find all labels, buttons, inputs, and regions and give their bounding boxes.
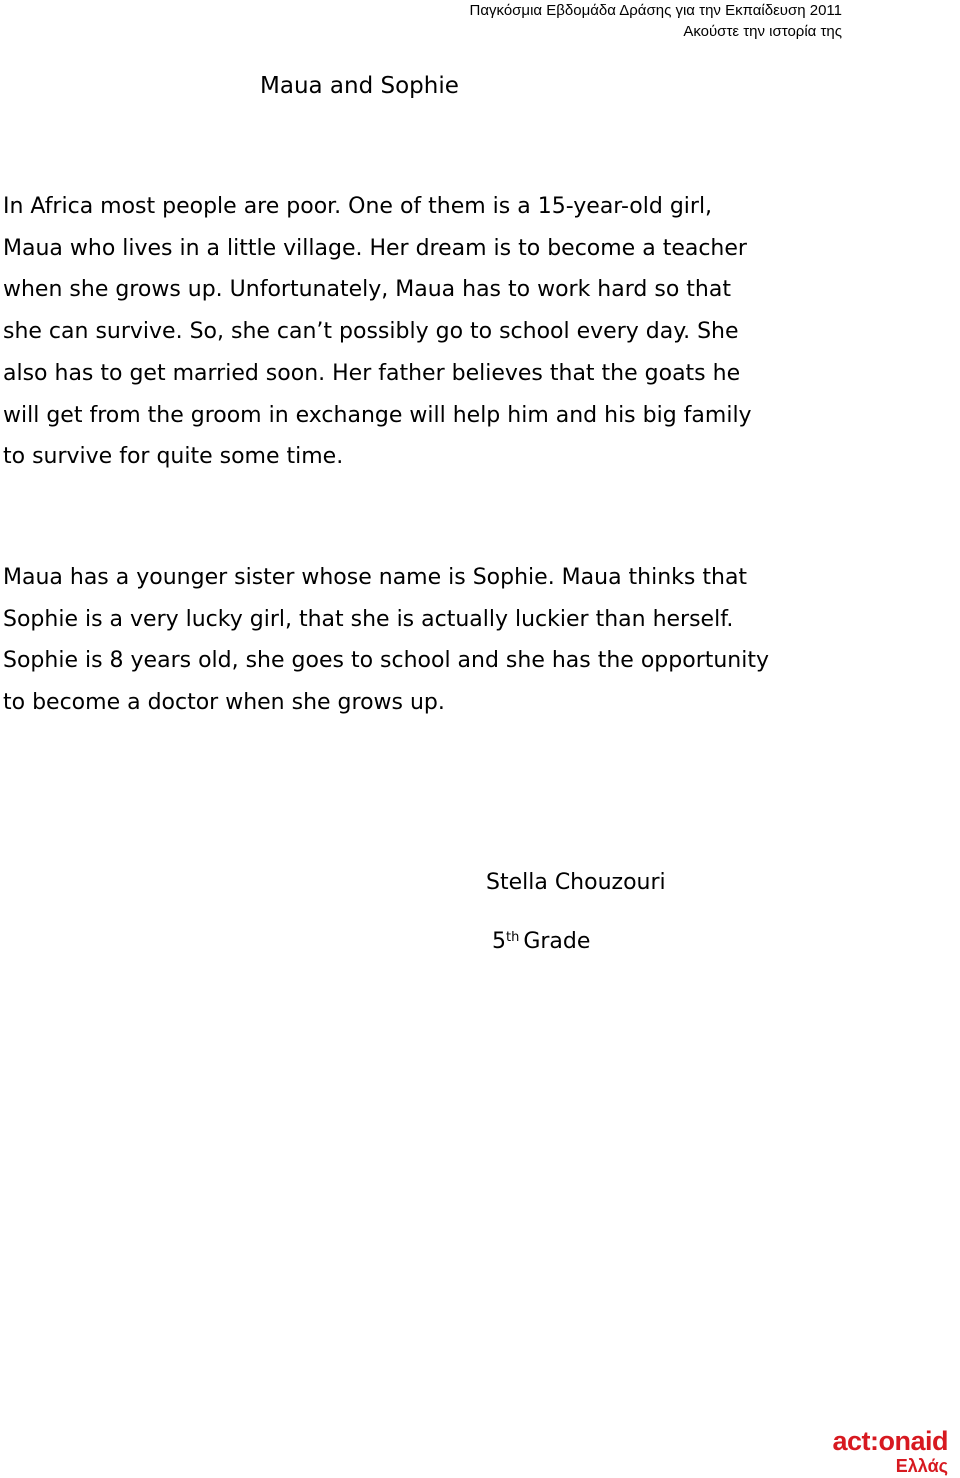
- author-name: Stella Chouzouri: [486, 870, 666, 895]
- header-campaign-title: Παγκόσμια Εβδομάδα Δράσης για την Εκπαίδευση 2011: [469, 2, 842, 19]
- actionaid-logo: [832, 1428, 948, 1476]
- grade-word: Grade: [523, 929, 591, 954]
- logo-wordmark: act:onaid: [832, 1426, 948, 1456]
- paragraph-line: when she grows up. Unfortunately, Maua has to work hard so that: [3, 277, 731, 303]
- paragraph-line: to become a doctor when she grows up.: [3, 690, 445, 716]
- page-header: [470, 0, 842, 42]
- paragraph-line: she can survive. So, she can’t possibly go to school every day. She: [3, 319, 739, 345]
- story-paragraph-1: [3, 186, 893, 478]
- story-title: Maua and Sophie: [260, 73, 459, 99]
- paragraph-line: Maua who lives in a little village. Her dream is to become a teacher: [3, 235, 747, 261]
- paragraph-line: Sophie is a very lucky girl, that she is actually luckier than herself.: [3, 606, 734, 632]
- paragraph-line: also has to get married soon. Her father believes that the goats he: [3, 360, 741, 386]
- paragraph-line: Maua has a younger sister whose name is Sophie. Maua thinks that: [3, 565, 748, 590]
- paragraph-line: will get from the groom in exchange will help him and his big family: [3, 402, 752, 428]
- paragraph-line: Sophie is 8 years old, she goes to school and she has the opportunity: [3, 648, 770, 674]
- author-grade: [492, 924, 590, 960]
- logo-country: Ελλάς: [895, 1456, 948, 1476]
- grade-number: 5: [492, 929, 506, 954]
- header-subtitle: Ακούστε την ιστορία της: [683, 23, 842, 40]
- story-paragraph-2: [3, 557, 893, 724]
- paragraph-line: In Africa most people are poor. One of them is a 15-year-old girl,: [3, 194, 713, 219]
- paragraph-line: to survive for quite some time.: [3, 444, 344, 470]
- grade-suffix: th: [506, 930, 520, 945]
